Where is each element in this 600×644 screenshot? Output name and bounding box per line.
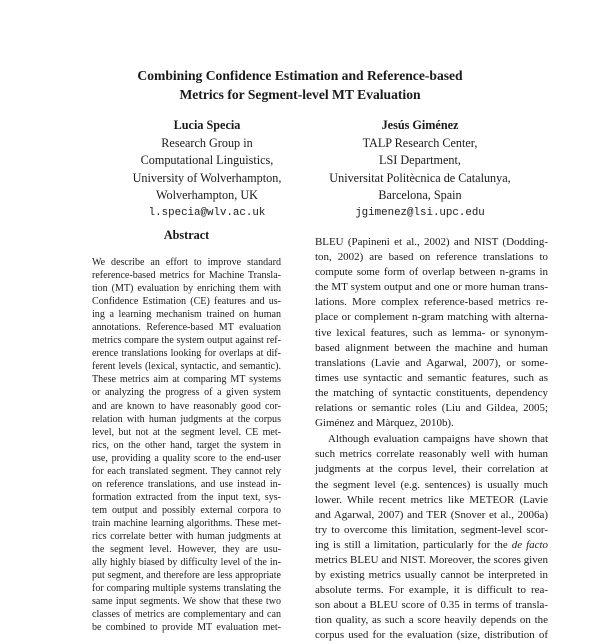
body-text-column xyxy=(315,235,548,644)
body-line: tive lexical features, such as lemma- or synonym- xyxy=(315,326,548,339)
body-line: son about a BLEU score of 0.35 in terms of transla- xyxy=(315,599,548,612)
abstract-line: ally highly biased by difficulty level of the in- xyxy=(92,557,281,569)
body-line: corpus used for the evaluation (size, distribution of xyxy=(315,629,548,642)
abstract-line: on reference translations, and use instead in- xyxy=(92,478,281,490)
body-line: try to overcome this limitation, segment-level scor- xyxy=(315,523,548,536)
abstract-line: ing a learning mechanism trained on human xyxy=(92,309,281,321)
abstract-line: train machine learning algorithms. These met- xyxy=(92,517,281,529)
body-line: the matching of syntactic constituents, dependency xyxy=(315,386,548,399)
author-affiliation-line: TALP Research Center, xyxy=(362,135,478,150)
body-line: relations or semantic roles (Liu and Gildea, 2005; xyxy=(315,402,548,415)
abstract-line: put segment, and therefore are less appropriate xyxy=(92,570,281,582)
abstract-line: These metrics aim at comparing MT systems xyxy=(92,374,281,386)
abstract-line: and are known to have reasonably good cor- xyxy=(92,400,281,412)
author-name: Lucia Specia xyxy=(173,118,241,132)
author-affiliation-line: Research Group in xyxy=(161,135,253,150)
abstract-line: be combined to provide MT evaluation met- xyxy=(92,622,281,634)
author-block-1 xyxy=(97,117,317,222)
abstract-line: same input segments. We show that these two xyxy=(92,596,281,608)
body-line: Although evaluation campaigns have shown that xyxy=(328,433,548,446)
author-email: l.specia@wlv.ac.uk xyxy=(148,206,266,219)
body-line: compute some form of overlap between n-grams in xyxy=(315,266,548,279)
abstract-line: for comparing multiple systems translating the xyxy=(92,583,281,595)
title-line: Combining Confidence Estimation and Reference-based xyxy=(137,68,463,83)
body-line: tion quality, as such a score heavily depends on the xyxy=(315,614,548,627)
body-line: lations. More complex reference-based metrics re- xyxy=(315,296,548,309)
abstract-line: the segment level. However, they are usu- xyxy=(92,544,281,556)
abstract-line: tion (MT) evaluation by enriching them with xyxy=(92,283,281,295)
body-line: metrics BLEU and NIST. Moreover, the scores given xyxy=(315,553,548,566)
author-affiliation-line: Universitat Politècnica de Catalunya, xyxy=(329,170,511,185)
paper-title xyxy=(0,66,600,104)
abstract-line: or analyzing the progress of a given system xyxy=(92,387,281,399)
abstract-line: tem output and possibly external corpora to xyxy=(92,504,281,516)
body-line: such metrics correlate reasonably well with human xyxy=(315,448,548,461)
abstract-heading: Abstract xyxy=(163,228,210,242)
abstract-line: level, but not at the segment level. CE met- xyxy=(92,426,281,438)
body-line-text: ing is still a limitation, particularly for the xyxy=(315,538,512,551)
body-line: and Agarwal, 2007) and TER (Snover et al., 2006a) xyxy=(315,508,548,521)
title-line: Metrics for Segment-level MT Evaluation xyxy=(179,87,421,102)
abstract-line: reference-based metrics for Machine Transla- xyxy=(92,270,281,282)
abstract-line: rics, on the other hand, target the system in xyxy=(92,439,281,451)
author-affiliation-line: University of Wolverhampton, xyxy=(132,170,282,185)
body-line: ton, 2002) are based on reference translations to xyxy=(315,251,548,264)
abstract-line: for each translated segment. They cannot rely xyxy=(92,465,281,477)
body-line: the segment level (e.g. sentences) is usually much xyxy=(315,478,548,491)
author-name: Jesús Giménez xyxy=(381,118,459,132)
abstract-line: Confidence Estimation (CE) features and us- xyxy=(92,296,281,308)
body-line: absolute terms. For example, it is difficult to rea- xyxy=(315,584,548,597)
body-line: by existing metrics usually cannot be interpreted in xyxy=(315,569,548,582)
abstract-line: rics correlate better with human judgments at xyxy=(92,530,281,542)
body-line: judgments at the corpus level, their correlation at xyxy=(315,463,548,476)
body-line xyxy=(315,538,548,553)
abstract-body xyxy=(92,256,281,634)
author-affiliation-line: Wolverhampton, UK xyxy=(156,188,258,202)
abstract-line: use, providing a quality score to the end-user xyxy=(92,452,281,464)
body-line: the MT system output and one or more human trans- xyxy=(315,281,548,294)
body-line: lower. While recent metrics like METEOR (Lavie xyxy=(315,493,548,506)
abstract-line: metrics compare the system output against ref- xyxy=(92,335,281,347)
body-line: based alignment between the machine and human xyxy=(315,341,548,354)
abstract-line: relation with human judgments at the corpus xyxy=(92,413,281,425)
italic-phrase: de facto xyxy=(511,538,548,551)
body-line: place or complement n-gram matching with alterna- xyxy=(315,311,548,324)
body-line: times use syntactic and semantic features, such as xyxy=(315,371,548,384)
author-affiliation-line: Computational Linguistics, xyxy=(140,153,274,167)
abstract-line: classes of metrics are complementary and can xyxy=(92,609,281,621)
abstract-line: annotations. Reference-based MT evaluation xyxy=(92,322,281,334)
author-email: jgimenez@lsi.upc.edu xyxy=(355,206,485,219)
abstract-line: erence translations looking for overlaps at dif- xyxy=(92,348,281,360)
body-line: BLEU (Papineni et al., 2002) and NIST (Dodding- xyxy=(315,236,548,248)
author-block-2 xyxy=(300,117,540,222)
abstract-line: ferent levels (lexical, syntactic, and semantic). xyxy=(92,361,281,373)
body-line: translations (Lavie and Agarwal, 2007), or some- xyxy=(315,356,548,369)
body-line: Giménez and Màrquez, 2010b). xyxy=(315,417,454,430)
abstract-line: formation extracted from the input text, sys- xyxy=(92,491,281,503)
author-affiliation-line: LSI Department, xyxy=(379,153,461,167)
abstract-line: We describe an effort to improve standard xyxy=(92,257,281,268)
author-affiliation-line: Barcelona, Spain xyxy=(378,188,462,202)
